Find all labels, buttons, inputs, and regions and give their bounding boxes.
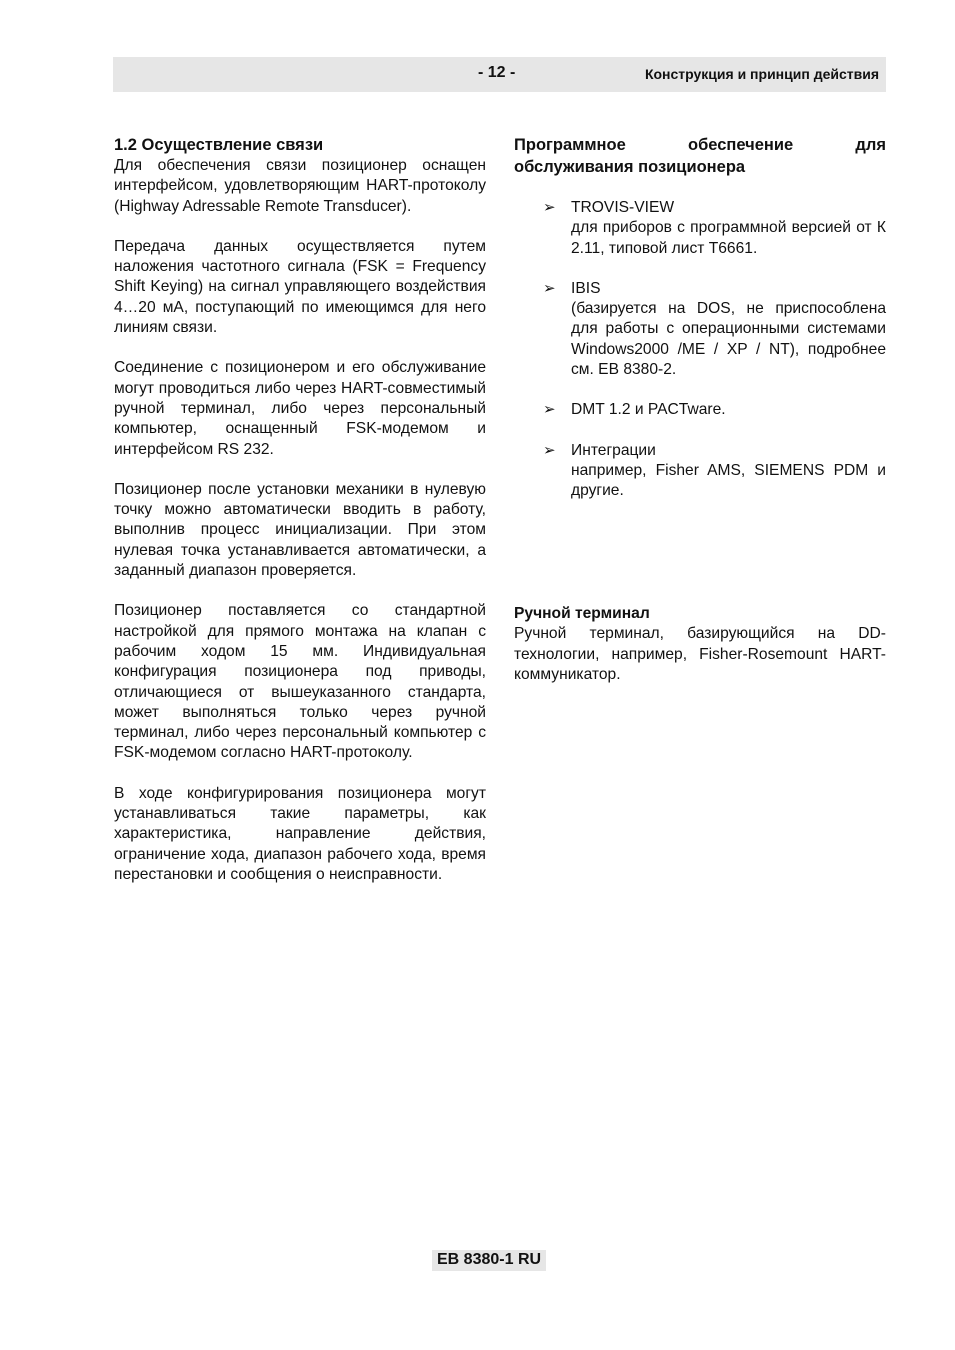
section-heading: 1.2 Осуществление связи [114, 136, 324, 154]
document-id: EB 8380-1 RU [432, 1250, 546, 1271]
page-number: - 12 - [478, 64, 516, 81]
paragraph: Позиционер после установки механики в нулевую точку можно автоматически вводить в работу, выполнив процесс инициализации. При этом нулевая точка устанавливается автоматически, а заданный диапазон проверяется. [114, 480, 486, 580]
list-item [514, 441, 886, 502]
arrow-bullet-icon: ➢ [543, 199, 556, 216]
list-item-title: IBIS [571, 279, 601, 297]
paragraph: Для обеспечения связи позиционер оснащен интерфейсом, удовлетворяющим HART-протоколу (Highway Adressable Remote Transducer). [114, 157, 486, 215]
list-item [514, 279, 886, 380]
hand-terminal-section [514, 604, 886, 705]
arrow-bullet-icon: ➢ [543, 401, 556, 419]
arrow-bullet-icon: ➢ [543, 279, 556, 297]
list-item [514, 198, 886, 259]
paragraph: В ходе конфигурирования позиционера могут устанавливаться такие параметры, как характеристика, направление действия, ограничение хода, диапазон рабочего хода, время перестановки и сообщения о неисправности. [114, 784, 486, 883]
arrow-bullet-icon: ➢ [543, 441, 556, 459]
list-item-text: для приборов с программной версией от К 2.11, типовой лист Т6661. [571, 219, 886, 257]
list-item-text: (базируется на DOS, не приспособлена для работы с операционными системами Windows2000 /ME / XP / NT), подробнее см. ЕВ 8380-2. [571, 300, 886, 379]
left-column [114, 134, 486, 905]
list-item-title: DMT 1.2 и PACTware. [571, 401, 726, 419]
terminal-text: Ручной терминал, базирующийся на DD-технологии, например, Fisher-Rosemount HART-коммуникатор. [514, 625, 886, 683]
section-title: Конструкция и принцип действия [644, 66, 879, 82]
software-heading: Программное обеспечение для обслуживания позиционера [514, 136, 886, 176]
paragraph: Соединение с позиционером и его обслуживание могут проводиться либо через HART-совместимый ручной терминал, либо через персональный компьютер, оснащенный FSK-модемом и интерфейсом RS 232. [114, 359, 486, 458]
list-item-title: TROVIS-VIEW [571, 199, 675, 216]
software-list [514, 198, 886, 502]
terminal-heading: Ручной терминал [514, 605, 650, 622]
list-item-text: например, Fisher AMS, SIEMENS PDM и другие. [571, 461, 886, 500]
list-item [514, 400, 886, 420]
paragraph: Позиционер поставляется со стандартной настройкой для прямого монтажа на клапан с рабочим ходом 15 мм. Индивидуальная конфигурация позиционера под приводы, отличающиеся от вышеуказанного стандарта, может выполняться только через ручной терминал, либо через персональный компьютер с FSK-модемом согласно HART-протоколу. [114, 602, 486, 762]
right-column [514, 134, 886, 522]
list-item-title: Интеграции [571, 441, 656, 459]
paragraph: Передача данных осуществляется путем наложения частотного сигнала (FSK = Frequency Shift Keying) на сигнал управляющего воздействия 4…20 мА, поступающий по имеющимся для него линиям связи. [114, 237, 486, 337]
